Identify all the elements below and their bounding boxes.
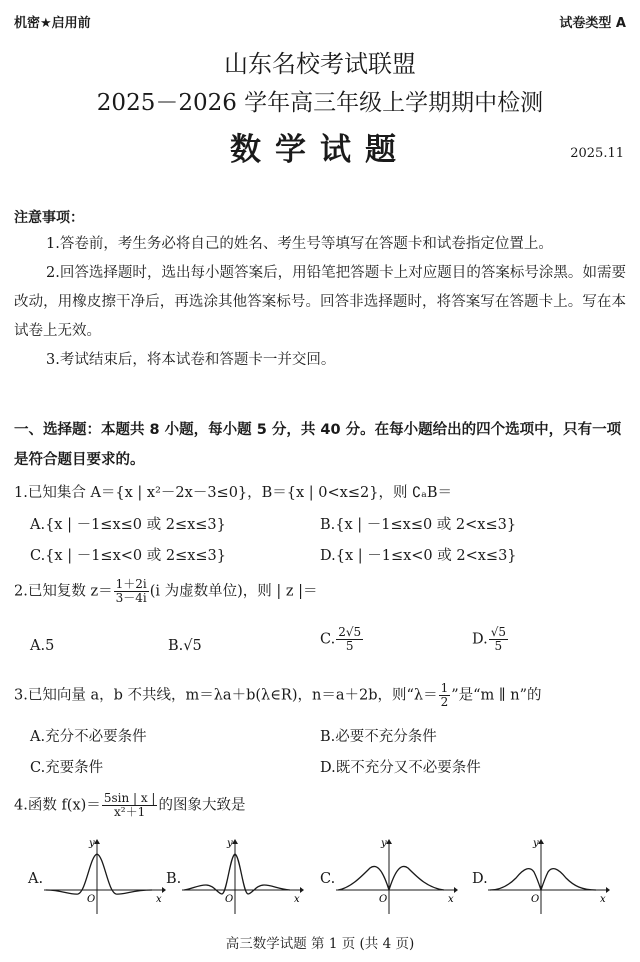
q1-option-d: D.{x | －1≤x<0 或 2<x≤3} bbox=[320, 548, 517, 564]
notice-item-3: 3.考试结束后，将本试卷和答题卡一并交回。 bbox=[46, 352, 336, 368]
header-confidential: 机密★启用前 bbox=[14, 16, 91, 31]
q4-graph-b-origin: O bbox=[225, 894, 234, 905]
q2-option-d-fraction bbox=[489, 626, 508, 653]
q3-option-b: B.必要不充分条件 bbox=[320, 729, 437, 745]
q2-fraction bbox=[114, 578, 149, 605]
header-paper-type: 试卷类型 A bbox=[559, 16, 626, 31]
q1-option-b: B.{x | －1≤x≤0 或 2<x≤3} bbox=[320, 517, 517, 533]
subject-title: 数学试题 bbox=[230, 132, 410, 168]
q3-option-a: A.充分不必要条件 bbox=[30, 729, 147, 745]
section-1-heading: 一、选择题：本题共 8 小题，每小题 5 分，共 40 分。在每小题给出的四个选项中，只有一项是符合题目要求的。 bbox=[14, 422, 622, 468]
q4-graph-c-y-label: y bbox=[381, 838, 387, 849]
q4-graph-d-origin: O bbox=[531, 894, 540, 905]
q4-graph-a-origin: O bbox=[87, 894, 96, 905]
q2-option-c bbox=[320, 626, 364, 653]
q2-option-d bbox=[472, 626, 509, 653]
q4-graph-b-x-label: x bbox=[294, 894, 300, 905]
q4-numerator: 5sin | x | bbox=[103, 791, 156, 805]
q2-option-d-den: 5 bbox=[494, 639, 503, 653]
q3-denominator: 2 bbox=[440, 695, 449, 709]
exam-date: 2025.11 bbox=[570, 146, 624, 161]
q4-graph-c-x-label: x bbox=[448, 894, 454, 905]
q1-option-a: A.{x | －1≤x≤0 或 2≤x≤3} bbox=[30, 517, 226, 533]
q3-stem bbox=[14, 682, 541, 709]
q4-graph-b-y-label: y bbox=[227, 838, 233, 849]
q4-graph-a-x-label: x bbox=[156, 894, 162, 905]
q2-option-c-fraction bbox=[336, 626, 363, 653]
q3-suffix: ”是“m ∥ n”的 bbox=[451, 687, 542, 704]
q4-fraction bbox=[102, 792, 158, 819]
q2-option-c-num: 2√5 bbox=[338, 625, 362, 639]
q3-fraction bbox=[439, 682, 451, 709]
q4-graph-d-y-label: y bbox=[533, 838, 539, 849]
q4-graph-d-x-label: x bbox=[600, 894, 606, 905]
notice-heading: 注意事项： bbox=[14, 210, 84, 226]
q3-numerator: 1 bbox=[440, 681, 449, 695]
q2-option-d-label: D. bbox=[472, 631, 488, 648]
q2-option-a: A.5 bbox=[30, 638, 55, 654]
q2-option-b-value: √5 bbox=[183, 638, 202, 654]
q4-graph-b bbox=[180, 838, 305, 918]
q2-denominator: 3－4i bbox=[115, 591, 147, 605]
notice-item-1: 1.答卷前，考生务必将自己的姓名、考生号等填写在答题卡和试卷指定位置上。 bbox=[46, 236, 553, 252]
q4-graph-a bbox=[42, 838, 167, 918]
q1-option-c: C.{x | －1≤x<0 或 2≤x≤3} bbox=[30, 548, 226, 564]
notice-item-2: 2.回答选择题时，选出每小题答案后，用铅笔把答题卡上对应题目的答案标号涂黑。如需要改动，用橡皮擦干净后，再选涂其他答案标号。回答非选择题时，将答案写在答题卡上。写在本试卷上无效。 bbox=[14, 265, 626, 339]
q4-option-d-label: D. bbox=[472, 871, 488, 887]
exam-name: 2025－2026 学年高三年级上学期期中检测 bbox=[96, 90, 544, 116]
page-footer: 高三数学试题 第 1 页 (共 4 页) bbox=[225, 936, 415, 952]
q2-suffix: (i 为虚数单位)，则 | z |＝ bbox=[149, 583, 318, 600]
q4-denominator: x²＋1 bbox=[114, 805, 146, 819]
q2-option-b-label: B. bbox=[168, 638, 184, 654]
exam-organizer: 山东名校考试联盟 bbox=[224, 50, 416, 78]
q4-option-b-label: B. bbox=[166, 871, 182, 887]
q4-stem bbox=[14, 792, 245, 819]
q3-prefix: 3.已知向量 a，b 不共线，m＝λa＋b(λ∈R)，n＝a＋2b，则“λ＝ bbox=[14, 687, 438, 704]
q4-graph-d bbox=[486, 838, 626, 918]
q2-option-b bbox=[168, 638, 202, 654]
q1-stem: 1.已知集合 A＝{x | x²－2x－3≤0}，B＝{x | 0<x≤2}，则 ∁ₐB＝ bbox=[14, 485, 453, 501]
q3-option-c: C.充要条件 bbox=[30, 760, 104, 776]
q4-graph-c-origin: O bbox=[379, 894, 388, 905]
q2-option-d-num: √5 bbox=[490, 625, 506, 639]
q2-prefix: 2.已知复数 z＝ bbox=[14, 583, 113, 600]
q4-graph-a-y-label: y bbox=[89, 838, 95, 849]
q4-suffix: 的图象大致是 bbox=[158, 797, 246, 814]
q4-graph-c bbox=[334, 838, 459, 918]
q2-numerator: 1＋2i bbox=[115, 577, 147, 591]
q4-option-c-label: C. bbox=[320, 871, 336, 887]
q3-option-d: D.既不充分又不必要条件 bbox=[320, 760, 481, 776]
q4-option-a-label: A. bbox=[28, 871, 44, 887]
q2-stem bbox=[14, 578, 318, 605]
q2-option-c-label: C. bbox=[320, 631, 336, 648]
q4-prefix: 4.函数 f(x)＝ bbox=[14, 797, 101, 814]
q2-option-c-den: 5 bbox=[345, 639, 354, 653]
